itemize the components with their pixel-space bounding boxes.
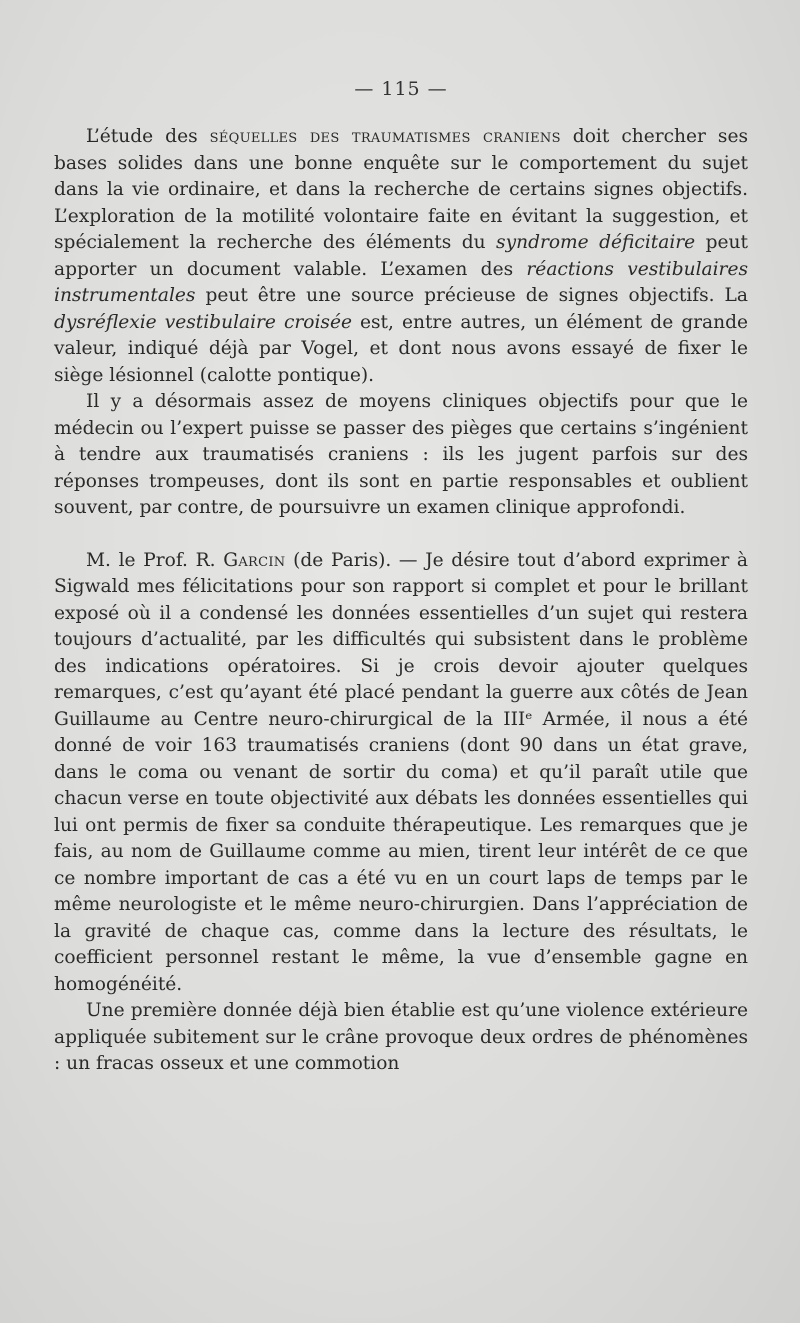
text-segment: Il y a désormais assez de moyens cliniques objectifs pour que le médecin ou l’expert puisse se passer des pièges que certains s’ingénient à tendre aux traumatisés craniens : ils les jugent parfois sur des réponses trompeuses, dont ils sont en partie responsables et oublient souvent, par contre, de poursuivre un examen clinique approfondi. [54,391,748,518]
text-segment: L’étude des [86,126,210,147]
text-segment: séquelles des traumatismes craniens [209,126,561,147]
text-segment: doit chercher ses bases solides dans une bonne enquête sur le comportement du sujet dans la vie ordinaire, et dans la recherche de certains signes objectifs. L’exploration de la motilité volontaire faite en évitant la suggestion, et spécialement la recherche des éléments du [54,126,748,253]
text-segment: (de Paris). — Je désire tout d’abord exprimer à Sigwald mes félicitations pour son rapport si complet et pour le brillant exposé où il a condensé les données essentielles d’un sujet qui restera toujours d’actualité, par les difficultés qui subsistent dans le problème des indications opératoires. Si je crois devoir ajouter quelques remarques, c’est qu’ayant été placé pendant la guerre aux côtés de Jean Guillaume au Centre neuro-chirurgical de la IIIᵉ Armée, il nous a été donné de voir 163 traumatisés craniens (dont 90 dans un état grave, dans le coma ou venant de sortir du coma) et qu’il paraît utile que chacun verse en toute objectivité aux débats les données essentielles qui lui ont permis de fixer sa conduite thérapeutique. Les remarques que je fais, au nom de Guillaume comme au mien, tirent leur intérêt de ce que ce nombre important de cas a été vu en un court laps de temps par le même neurologiste et le même neuro-chirurgien. Dans l’appréciation de la gravité de chaque cas, comme dans la lecture des résultats, le coefficient personnel restant le même, la vue d’ensemble gagne en homogénéité. [54,549,748,995]
paragraph-2 [54,389,748,522]
text-segment: dysréflexie vestibulaire croisée [54,311,352,333]
text-segment: réactions vestibulaires instrumentales [54,258,748,306]
text-segment: syndrome déficitaire [496,232,696,253]
text-segment: peut être une source précieuse de signes objectifs. La [195,285,748,306]
text-segment: peut apporter un document valable. L’examen des [54,232,748,280]
paragraph-4 [54,998,748,1078]
paragraph-gap [54,522,748,548]
text-segment: est, entre autres, un élément de grande valeur, indiqué déjà par Vogel, et dont nous avons essayé de fixer le siège lésionnel (calotte pontique). [54,311,749,386]
page-number: — 115 — [354,78,448,100]
paragraph-3 [54,548,748,999]
paragraph-1 [54,124,748,389]
text-segment: Garcin [223,549,286,571]
text-segment: M. le Prof. R. [86,549,224,571]
body-text [54,124,748,1078]
text-segment: Une première donnée déjà bien établie est qu’une violence extérieure appliquée subitement sur le crâne provoque deux ordres de phénomènes : un fracas osseux et une commotion [54,1000,748,1074]
